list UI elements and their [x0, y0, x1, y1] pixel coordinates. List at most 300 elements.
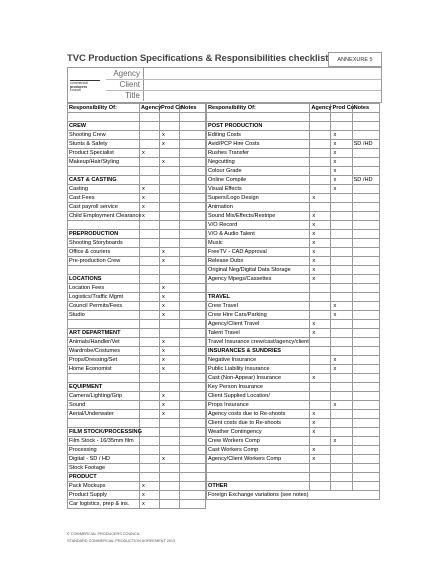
notes-cell — [180, 248, 206, 257]
item-label — [207, 284, 310, 293]
prodco-mark: x — [160, 338, 180, 347]
item-label: Cast (Non-Appear) Insurance — [207, 374, 310, 383]
item-label: Editing Costs — [207, 131, 310, 140]
item-label: Rushes Transfer — [207, 149, 310, 158]
prodco-mark — [331, 194, 352, 203]
item-label — [207, 473, 310, 482]
notes-cell — [180, 239, 206, 248]
checklist-row — [68, 338, 206, 347]
checklist-row — [207, 284, 380, 293]
empty-cell — [140, 275, 160, 284]
item-label: Makeup/Hair/Styling — [68, 158, 140, 167]
title-label: Title — [106, 90, 144, 101]
agency-mark — [310, 311, 331, 320]
empty-cell — [352, 347, 379, 356]
column-header: Agency — [311, 104, 332, 111]
empty-cell — [140, 176, 160, 185]
notes-cell — [352, 464, 379, 473]
agency-mark: x — [310, 320, 331, 329]
prodco-mark — [160, 320, 180, 329]
item-label: Agency/Client Travel — [207, 320, 310, 329]
empty-cell — [352, 482, 379, 491]
notes-cell — [180, 149, 206, 158]
notes-cell — [352, 356, 379, 365]
item-label: Digital - SD / HD — [68, 455, 140, 464]
empty-cell — [180, 428, 206, 437]
checklist-row — [68, 302, 206, 311]
notes-cell — [180, 212, 206, 221]
checklist-row — [207, 338, 380, 347]
notes-cell — [352, 284, 379, 293]
checklist-row — [68, 446, 206, 455]
empty-cell — [160, 473, 180, 482]
column-header: Prod Co — [161, 104, 183, 111]
checklist-row — [207, 401, 380, 410]
checklist-row — [207, 365, 380, 374]
prodco-mark: x — [160, 248, 180, 257]
header-fields-box — [67, 67, 382, 103]
item-label: Cast payroll service — [68, 203, 140, 212]
empty-cell — [352, 113, 379, 122]
notes-cell — [180, 284, 206, 293]
prodco-mark: x — [331, 131, 352, 140]
checklist-row — [68, 221, 206, 230]
section-title: OTHER — [207, 482, 310, 491]
empty-cell — [140, 383, 160, 392]
section-header-row — [207, 122, 380, 131]
prodco-mark — [331, 320, 352, 329]
checklist-row — [68, 419, 206, 428]
item-label: Aerial/Underwater — [68, 410, 140, 419]
item-label: Stock Footage — [68, 464, 140, 473]
empty-cell — [160, 329, 180, 338]
notes-cell — [352, 419, 379, 428]
section-header-row — [68, 473, 206, 482]
prodco-mark — [160, 374, 180, 383]
checklist-row — [207, 239, 380, 248]
item-label: Home Economist — [68, 365, 140, 374]
agency-mark: x — [140, 212, 160, 221]
prodco-mark — [160, 212, 180, 221]
section-header-row — [68, 428, 206, 437]
column-header: Responsibility Of: — [68, 104, 140, 113]
item-label: Avid/PCP Hire Costs — [207, 140, 310, 149]
agency-mark — [140, 338, 160, 347]
notes-cell — [180, 302, 206, 311]
prodco-mark: x — [331, 176, 352, 185]
notes-cell — [180, 455, 206, 464]
notes-cell — [352, 257, 379, 266]
item-label: Visual Effects — [207, 185, 310, 194]
checklist-row — [207, 446, 380, 455]
checklist-row — [207, 428, 380, 437]
prodco-mark: x — [160, 392, 180, 401]
checklist-row — [207, 392, 380, 401]
prodco-mark — [331, 203, 352, 212]
prodco-mark: x — [160, 401, 180, 410]
agency-mark: x — [310, 221, 331, 230]
prodco-mark — [331, 284, 352, 293]
notes-cell — [352, 329, 379, 338]
agency-mark: x — [140, 500, 160, 509]
agency-mark — [310, 464, 331, 473]
checklist-row — [207, 356, 380, 365]
prodco-mark: x — [160, 311, 180, 320]
prodco-mark: x — [160, 293, 180, 302]
agency-mark: x — [310, 230, 331, 239]
prodco-mark — [160, 149, 180, 158]
agency-mark — [140, 320, 160, 329]
prodco-mark: x — [331, 401, 352, 410]
item-label: V/O Record — [207, 221, 310, 230]
item-label: Council Permits/Fees — [68, 302, 140, 311]
item-label: Supers/Logo Design — [207, 194, 310, 203]
empty-cell — [310, 482, 331, 491]
prodco-mark: x — [331, 302, 352, 311]
checklist-row — [207, 158, 380, 167]
prodco-mark: x — [160, 455, 180, 464]
checklist-row — [207, 410, 380, 419]
notes-cell — [180, 158, 206, 167]
agency-mark: x — [310, 455, 331, 464]
checklist-row — [68, 392, 206, 401]
empty-cell — [207, 113, 310, 122]
checklist-row — [207, 185, 380, 194]
prodco-mark — [160, 437, 180, 446]
item-label: Child Employment Clearance — [69, 212, 142, 219]
checklist-row — [207, 311, 380, 320]
section-title: EQUIPMENT — [68, 383, 140, 392]
section-title: LOCATIONS — [68, 275, 140, 284]
checklist-row — [207, 320, 380, 329]
checklist-row — [68, 320, 206, 329]
prodco-mark: x — [160, 257, 180, 266]
item-label: Product Specialist — [68, 149, 140, 158]
notes-cell — [180, 140, 206, 149]
agency-mark — [140, 266, 160, 275]
empty-cell — [331, 113, 352, 122]
empty-cell — [68, 113, 140, 122]
notes-cell — [352, 455, 379, 464]
checklist-row — [68, 347, 206, 356]
agency-mark — [140, 446, 160, 455]
agency-mark: x — [310, 194, 331, 203]
item-label: Props/Dressing/Set — [68, 356, 140, 365]
agency-mark — [140, 365, 160, 374]
empty-cell — [180, 230, 206, 239]
prodco-mark — [160, 482, 180, 491]
agency-mark: x — [310, 374, 331, 383]
item-label — [207, 464, 310, 473]
prodco-mark: x — [331, 437, 352, 446]
notes-cell — [180, 338, 206, 347]
notes-cell — [352, 446, 379, 455]
prodco-mark: x — [331, 149, 352, 158]
notes-cell — [352, 311, 379, 320]
item-label: Stunts & Safety — [68, 140, 140, 149]
agency-mark: x — [310, 410, 331, 419]
item-label: Product Supply — [68, 491, 140, 500]
empty-cell — [180, 473, 206, 482]
empty-cell — [331, 482, 352, 491]
checklist-row — [68, 464, 206, 473]
checklist-row — [207, 140, 380, 149]
item-label: Negative Insurance — [207, 356, 310, 365]
checklist-row — [207, 149, 380, 158]
agency-mark: x — [310, 428, 331, 437]
column-header: Responsibility Of: — [207, 104, 310, 113]
checklist-row — [207, 473, 380, 482]
item-label: Key Person Insurance — [207, 383, 310, 392]
agency-mark — [140, 167, 160, 176]
item-label: Negcutting — [207, 158, 310, 167]
agency-mark — [310, 401, 331, 410]
item-label: Talent Travel — [207, 329, 310, 338]
checklist-row — [207, 374, 380, 383]
agency-mark — [140, 410, 160, 419]
checklist-row — [207, 266, 380, 275]
item-label: Camera/Lighting/Grip — [68, 392, 140, 401]
agency-mark — [310, 203, 331, 212]
prodco-mark: x — [331, 311, 352, 320]
prodco-mark — [331, 428, 352, 437]
notes-cell — [180, 203, 206, 212]
item-label — [68, 266, 140, 275]
item-label: Film Stock - 16/35mm film — [68, 437, 140, 446]
agency-mark — [140, 293, 160, 302]
logo-line-3: council — [70, 88, 81, 93]
item-label: Office & couriers — [68, 248, 140, 257]
checklist-row — [68, 356, 206, 365]
notes-cell — [180, 464, 206, 473]
agency-mark — [140, 455, 160, 464]
notes-cell — [352, 248, 379, 257]
checklist-row — [68, 284, 206, 293]
prodco-mark: x — [331, 356, 352, 365]
empty-cell — [310, 113, 331, 122]
agency-mark — [310, 338, 331, 347]
column-header: Notes — [180, 104, 206, 113]
checklist-row — [68, 500, 206, 509]
item-label: Release Dubs — [207, 257, 310, 266]
empty-cell — [140, 113, 160, 122]
prodco-mark — [331, 392, 352, 401]
prodco-mark — [331, 338, 352, 347]
checklist-row — [68, 410, 206, 419]
prodco-mark — [331, 230, 352, 239]
prodco-mark — [160, 167, 180, 176]
prodco-mark — [331, 266, 352, 275]
prodco-mark: x — [331, 158, 352, 167]
checklist-row — [207, 203, 380, 212]
checklist-row — [207, 329, 380, 338]
item-label: Client Supplied Location/ — [207, 392, 310, 401]
empty-cell — [331, 347, 352, 356]
checklist-row — [207, 419, 380, 428]
checklist-row — [207, 212, 380, 221]
checklist-row — [207, 491, 380, 500]
agency-mark — [140, 131, 160, 140]
notes-cell — [180, 131, 206, 140]
right-checklist-table — [206, 103, 380, 500]
checklist-row — [207, 230, 380, 239]
prodco-mark — [160, 446, 180, 455]
prodco-mark: x — [160, 284, 180, 293]
checklist-row — [68, 374, 206, 383]
checklist-row — [207, 194, 380, 203]
item-label: Animals/Handler/Vet — [68, 338, 140, 347]
empty-cell — [180, 122, 206, 131]
item-label: Colour Grade — [207, 167, 310, 176]
notes-cell — [180, 491, 206, 500]
agency-mark: x — [310, 248, 331, 257]
notes-cell — [352, 401, 379, 410]
cpc-logo — [70, 80, 106, 93]
prodco-mark — [160, 266, 180, 275]
empty-cell — [310, 293, 331, 302]
column-header: Notes — [352, 104, 379, 113]
checklist-row — [207, 248, 380, 257]
notes-cell — [352, 212, 379, 221]
agency-mark — [140, 311, 160, 320]
table-header-row — [207, 104, 380, 113]
section-title: PRODUCT — [68, 473, 140, 482]
item-label: Agency Mpegs/Cassettes — [207, 275, 310, 284]
empty-cell — [310, 122, 331, 131]
item-label: Cast Fees — [68, 194, 140, 203]
empty-cell — [160, 383, 180, 392]
agency-mark — [140, 437, 160, 446]
checklist-row — [68, 158, 206, 167]
empty-cell — [352, 293, 379, 302]
notes-cell: SD /HD — [352, 176, 379, 185]
item-label — [68, 221, 140, 230]
notes-cell — [352, 374, 379, 383]
item-label: Travel Insurance crew/cast/agency/client — [208, 338, 309, 345]
checklist-row — [207, 455, 380, 464]
section-header-row — [207, 482, 380, 491]
item-label: Weather Contingency — [207, 428, 310, 437]
left-checklist-table — [67, 103, 206, 509]
notes-cell — [180, 320, 206, 329]
item-label: Studio — [68, 311, 140, 320]
prodco-mark: x — [160, 410, 180, 419]
notes-cell — [352, 473, 379, 482]
item-label: Original Neg/Digital Data Storage — [207, 266, 310, 275]
item-label — [68, 374, 140, 383]
prodco-mark — [160, 194, 180, 203]
item-label: Agency costs due to Re-shoots — [207, 410, 310, 419]
checklist-row — [68, 212, 206, 221]
section-header-row — [68, 230, 206, 239]
prodco-mark — [160, 203, 180, 212]
empty-cell — [180, 113, 206, 122]
prodco-mark — [331, 275, 352, 284]
prodco-mark — [331, 221, 352, 230]
section-title: INSURANCES & SUNDRIES — [207, 347, 310, 356]
agency-mark: x — [140, 185, 160, 194]
agency-mark: x — [310, 212, 331, 221]
agency-mark — [140, 257, 160, 266]
notes-cell — [352, 320, 379, 329]
notes-cell — [352, 365, 379, 374]
client-label: Client — [106, 79, 144, 90]
notes-cell — [352, 239, 379, 248]
agency-mark — [310, 158, 331, 167]
checklist-row — [68, 455, 206, 464]
prodco-mark — [331, 329, 352, 338]
checklist-row — [68, 149, 206, 158]
prodco-mark — [160, 500, 180, 509]
logo-line-2: producers — [70, 84, 88, 89]
section-title: PREPRODUCTION — [68, 230, 140, 239]
item-label: Public Liability Insurance — [207, 365, 310, 374]
empty-cell — [160, 113, 180, 122]
notes-cell — [352, 392, 379, 401]
footer-agreement: STANDARD COMMERCIAL PRODUCTION AGREEMENT 2013 — [67, 539, 176, 543]
checklist-row — [68, 239, 206, 248]
agency-mark — [310, 383, 331, 392]
notes-cell — [180, 482, 206, 491]
agency-mark: x — [140, 203, 160, 212]
checklist-row — [207, 257, 380, 266]
empty-cell — [180, 329, 206, 338]
notes-cell — [180, 500, 206, 509]
agency-mark — [310, 284, 331, 293]
section-title: FILM STOCK/PROCESSING — [69, 428, 142, 435]
notes-cell — [180, 266, 206, 275]
agency-mark — [140, 464, 160, 473]
agency-mark: x — [310, 257, 331, 266]
agency-mark: x — [310, 239, 331, 248]
agency-mark — [140, 158, 160, 167]
empty-cell — [180, 176, 206, 185]
item-label: Sound — [68, 401, 140, 410]
empty-cell — [160, 275, 180, 284]
agency-mark: x — [310, 329, 331, 338]
agency-mark: x — [310, 275, 331, 284]
checklist-row — [68, 248, 206, 257]
empty-cell — [140, 428, 160, 437]
prodco-mark — [160, 185, 180, 194]
checklist-row — [68, 140, 206, 149]
notes-cell — [180, 446, 206, 455]
prodco-mark — [331, 374, 352, 383]
checklist-row — [68, 401, 206, 410]
section-header-row — [68, 275, 206, 284]
notes-cell — [352, 338, 379, 347]
checklist-row — [68, 437, 206, 446]
footer-copyright: © COMMERCIAL PRODUCERS COUNCIL — [67, 532, 140, 536]
agency-mark — [310, 149, 331, 158]
agency-mark — [140, 419, 160, 428]
item-label — [68, 167, 140, 176]
agency-mark: x — [140, 149, 160, 158]
notes-cell — [352, 275, 379, 284]
prodco-mark: x — [160, 131, 180, 140]
section-header-row — [68, 122, 206, 131]
page-title: TVC Production Specifications & Responsibilities checklist — [67, 53, 329, 64]
notes-cell — [180, 365, 206, 374]
notes-cell — [180, 293, 206, 302]
section-title: POST PRODUCTION — [207, 122, 310, 131]
notes-cell — [352, 131, 379, 140]
prodco-mark: x — [160, 302, 180, 311]
notes-cell — [352, 428, 379, 437]
agency-mark — [310, 185, 331, 194]
agency-mark — [140, 392, 160, 401]
item-label: Sound Mix/Effects/Restripe — [207, 212, 310, 221]
